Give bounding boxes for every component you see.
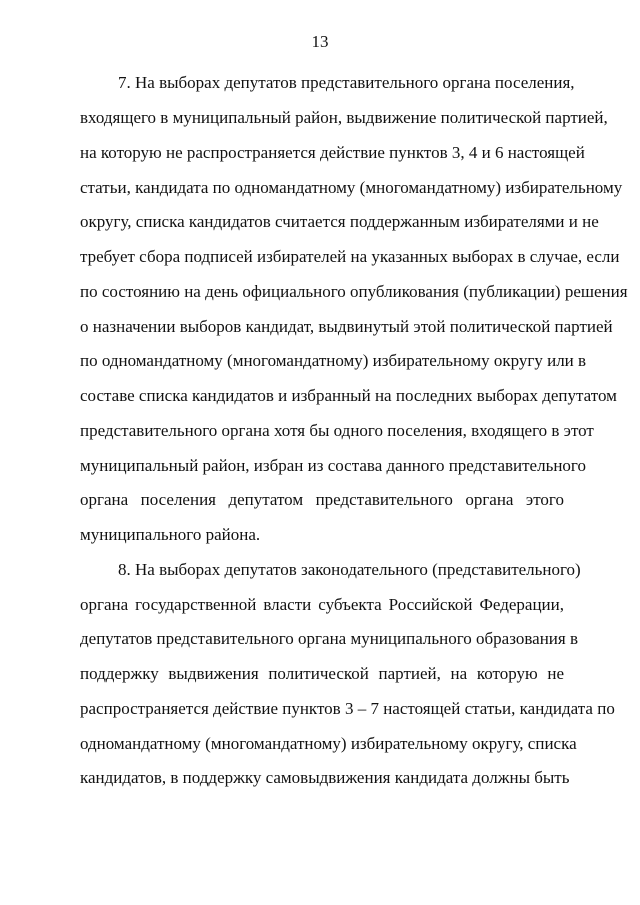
paragraph-7-line: муниципального района.	[80, 525, 261, 544]
paragraph-8-line: кандидатов, в поддержку самовыдвижения кандидата должны быть	[80, 768, 570, 787]
paragraph-7-line: округу, списка кандидатов считается поддержанным избирателями и не	[80, 212, 599, 231]
paragraph-7-line: входящего в муниципальный район, выдвижение политической партией,	[80, 108, 608, 127]
paragraph-8-line: распространяется действие пунктов 3 – 7 настоящей статьи, кандидата по	[80, 699, 615, 718]
paragraph-7-line: на которую не распространяется действие пунктов 3, 4 и 6 настоящей	[80, 143, 585, 162]
paragraph-8-line: 8. На выборах депутатов законодательного (представительного)	[118, 560, 581, 579]
page-number: 13	[311, 32, 329, 51]
paragraph-8-line: органа государственной власти субъекта Российской Федерации,	[80, 595, 564, 614]
paragraph-7-line: муниципальный район, избран из состава данного представительного	[80, 456, 586, 475]
paragraph-7-line: представительного органа хотя бы одного поселения, входящего в этот	[80, 421, 594, 440]
paragraph-7-line: составе списка кандидатов и избранный на последних выборах депутатом	[80, 386, 617, 405]
paragraph-7-line: 7. На выборах депутатов представительного органа поселения,	[118, 73, 575, 92]
paragraph-8-line: одномандатному (многомандатному) избирательному округу, списка	[80, 734, 577, 753]
paragraph-7-line: органа поселения депутатом представительного органа этого	[80, 490, 564, 509]
paragraph-8-line: поддержку выдвижения политической партией, на которую не	[80, 664, 564, 683]
paragraph-7-line: статьи, кандидата по одномандатному (многомандатному) избирательному	[80, 178, 623, 197]
paragraph-8-line: депутатов представительного органа муниципального образования в	[80, 629, 578, 648]
paragraph-7-line: по состоянию на день официального опубликования (публикации) решения	[80, 282, 628, 301]
paragraph-7-line: по одномандатному (многомандатному) избирательному округу или в	[80, 351, 587, 370]
paragraph-7-line: о назначении выборов кандидат, выдвинутый этой политической партией	[80, 317, 613, 336]
paragraph-7-line: требует сбора подписей избирателей на указанных выборах в случае, если	[80, 247, 620, 266]
